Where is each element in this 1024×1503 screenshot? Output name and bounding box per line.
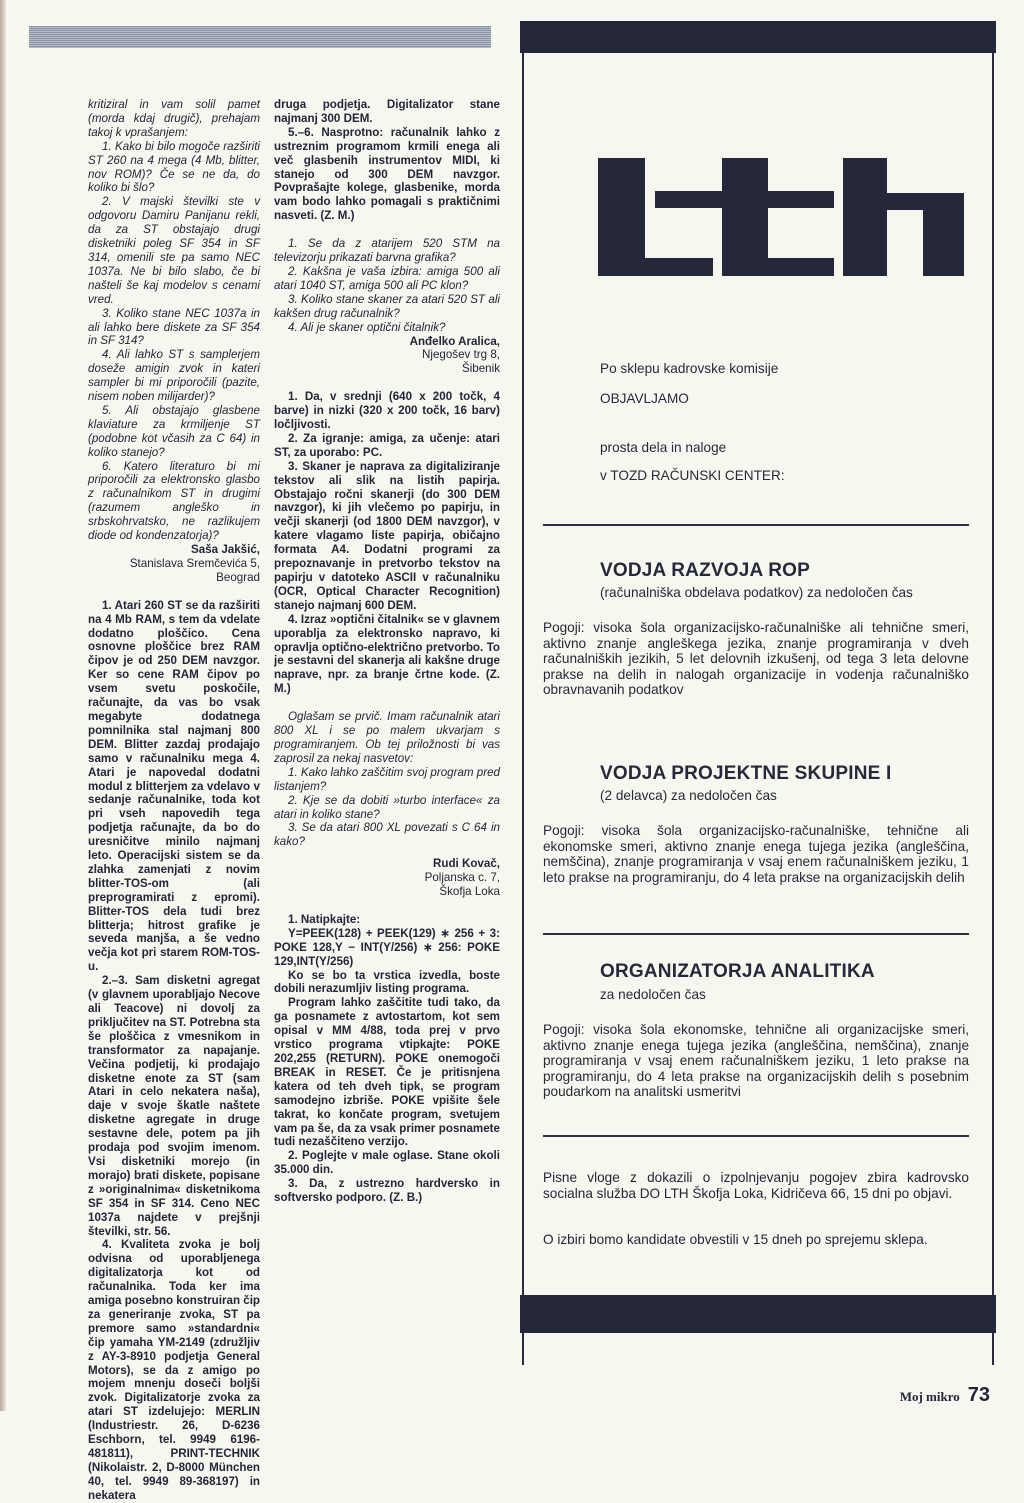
letter3-question: 2. Kje se da dobiti »turbo interface« za atari in koliko stane? [274,793,500,821]
job-subtitle: za nedoločen čas [600,987,706,1002]
answer1-paragraph: 4. Kvaliteta zvoka je bolj odvisna od uporabljenega digitalizatorja kot od računalnika. Toda ker ima amiga posebno konstruiran čip za generiranje zvoka, ST pa premore samo »standardni« čip yamaha YM-2149 (združljiv z AY-3-8910 podjetja General Motors), se da z amigo po mojem mnenju doseči boljši zvok. Digitalizatorje zvoka za atari ST izdelujejo: MERLIN (Industriestr. 26, D-6236 Eschborn, tel. 9949 6196-481811), PRINT-TECHNIK (Nikolaistr. 2, D-8000 München 40, tel. 9949 89-368197) in nekatera [88,1238,261,1502]
ad-intro-line: OBJAVLJAMO [600,391,689,406]
letter3-question: 1. Kako lahko zaščitim svoj program pred listanjem? [274,765,500,793]
page-edge [0,0,6,1411]
answer3-paragraph: Program lahko zaščitite tudi tako, da ga posnamete z avtostartom, kot sem opisal v MM 4/88, toda prej v prvo vrstico programa vtipkajte: POKE 202,255 (RETURN). POKE onemogoči BREAK in RESET. Če je pritisnjena katera od teh dveh tipk, se program samodejno izbriše. POKE vpišite šele takrat, ko končate program, svetujem vam pa še, da za vsak primer posnamete tudi nezaščiteno verzijo. [274,996,500,1149]
signature-address: Njegošev trg 8, [422,348,500,362]
selection-notice: O izbiri bomo kandidate obvestili v 15 dneh po sprejemu sklepa. [543,1232,928,1247]
divider [543,524,969,526]
ad-intro-line: prosta dela in naloge [600,440,727,455]
answer2-paragraph: 2. Za igranje: amiga, za učenje: atari ST, za uporabo: PC. [274,431,500,459]
divider [543,1135,969,1137]
letter1-question: 2. V majski številki ste v odgovoru Damiru Panijanu rekli, da za ST obstajajo drugi disketniki poleg SF 354 in SF 314, omenili ste pa samo NEC 1037a. Ne bi bilo slabo, če bi našteli še kaj modelov s cenami vred. [88,195,260,306]
letter1-question: 1. Kako bi bilo mogoče razširiti ST 260 na 4 mega (4 Mb, blitter, nov ROM)? Če se ne da, do koliko bi šlo? [88,139,260,195]
signature-name: Saša Jakšić, [191,543,260,556]
middle-column [274,98,500,1205]
answer3-paragraph: 1. Natipkajte: [288,912,361,926]
letter2-question: 1. Se da z atarijem 520 STM na televizorju prikazati barvna grafika? [274,237,500,265]
answer3-paragraph: 3. Da, z ustrezno hardversko in softversko podporo. (Z. B.) [274,1177,500,1205]
signature-city: Škofja Loka [439,885,500,899]
letter1-intro: kritiziral in vam solil pamet (morda kdaj drugič), prehajam takoj k vprašanjem: [88,98,260,139]
page-folio [900,1384,990,1407]
signature-city: Šibenik [461,362,500,376]
answer1-continued: 5.–6. Nasprotno: računalnik lahko z ustreznim programom krmili enega ali več glasbenih instrumentov MIDI, ki stanejo od 300 DEM navzgor. Povprašajte kolege, glasbenike, morda vam bodo lahko pomagali s praktičnimi nasveti. (Z. M.) [274,125,500,223]
signature-name: Rudi Kovač, [433,857,500,871]
job-subtitle: (računalniška obdelava podatkov) za nedoločen čas [600,585,913,600]
answer1-continued: druga podjetja. Digitalizator stane najmanj 300 DEM. [274,98,500,125]
signature-city: Beograd [216,570,260,584]
ad-top-bar [520,21,996,53]
letter3-question: 3. Se da atari 800 XL povezati s C 64 in kako? [274,821,500,849]
ad-bottom-bar [520,1295,996,1333]
job-title: VODJA PROJEKTNE SKUPINE I [600,763,892,784]
letter1-question: 4. Ali lahko ST s samplerjem doseže amigin zvok in kateri sampler bi mi priporočili (pazite, nisem noben milijarder)? [88,348,260,404]
answer1-paragraph: 2.–3. Sam disketni agregat (v glavnem uporabljajo Necove ali Teacove) ni dovolj za priključitev na ST. Potrebna sta še ploščica z vmesnikom in transformator za napajanje. Večina podjetij, ki prodajajo disketne enote za ST (sam Atari in celo nekatera naša), daje v svoje škatle naštete disketne agregate in druge sestavne dele, potem pa jih prodaja pod svojim imenom. Vsi disketniki morejo (in morajo) brati diskete, popisane z »originalnima« disketnikoma SF 354 in SF 314. Ceno NEC 1037a najdete v prejšnji številki, str. 56. [88,974,260,1238]
job-subtitle: (2 delavca) za nedoločen čas [600,788,777,803]
job-conditions: Pogoji: visoka šola organizacijsko-računalniške, tehnične ali ekonomske smeri, aktivno znanje enega tujega jezika (angleščina, nemščina), znanje programiranja v vsaj enem računalniškem jeziku, 1 leto prakse na programiranju, do 4 leta prakse na organizacijskih delih [543,823,969,885]
application-instructions: Pisne vloge z dokazili o izpolnjevanju pogojev zbira kadrovsko socialna služba DO LTH Škofja Loka, Kidričeva 66, 15 dni po objavi. [543,1170,969,1201]
letter1-question: 5. Ali obstajajo glasbene klaviature za krmiljenje ST (podobne kot včasih za C 64) in koliko stanejo? [88,403,260,459]
lth-logo [598,158,964,276]
divider [543,933,969,935]
letter2-question: 2. Kakšna je vaša izbira: amiga 500 ali atari 1040 ST, amiga 500 ali PC klon? [274,264,500,292]
letter3-intro: Oglašam se prvič. Imam računalnik atari 800 XL i se po malem ukvarjam s programiranjem. Ob tej priložnosti bi vas zaprosil za nekaj nasvetov: [274,710,500,765]
letter2-question: 3. Koliko stane skaner za atari 520 ST ali kakšen drug računalnik? [274,292,500,320]
ad-intro-line: v TOZD RAČUNSKI CENTER: [600,468,785,483]
answer2-paragraph: 3. Skaner je naprava za digitaliziranje tekstov ali slik na listih papirja. Obstajajo ročni skanerji (do 300 DEM navzgor), ki jih vlečemo po papirju, in večji skanerji (od 1800 DEM navzgor), v katere vlagamo liste papirja, običajno formata A4. Dodatni programi za prepoznavanje in pretvorbo tekstov na papirju v datoteko ASCII v računalniku (OCR, Optical Character Recognition) stanejo najmanj 600 DEM. [274,459,500,612]
magazine-name: Moj mikro [899,1389,960,1404]
ad-intro-line: Po sklepu kadrovske komisije [600,361,779,376]
answer1-paragraph: 1. Atari 260 ST se da razširiti na 4 Mb RAM, s tem da vdelate dodatno ploščico. Cena osnovne ploščice brez RAM čipov je od 250 DEM navzgor. Ker so cene RAM čipov po vsem svetu poskočile, računajte, da vas bo vsak megabyte dodatnega pomnilnika stal najmanj 800 DEM. Blitter zazdaj prodajajo samo v računalniku mega 4. Atari je napovedal dodatni modul z blitterjem za vdelavo v sedanje računalnike, toda kot pri vseh napovedih tega podjetja računajte, da bo do uresničitve minilo najmanj leto. Operacijski sistem se da zlahka zamenjati z novim blitter-TOS-om (ali preprogramirati z epromi). Blitter-TOS dela tudi brez blitterja; hitrost grafike je seveda manjša, a še vedno večja kot pri starem ROM-TOS-u. [88,598,260,974]
job-title: VODJA RAZVOJA ROP [600,560,810,581]
answer3-paragraph: Ko se bo ta vrstica izvedla, boste dobili nerazumljiv listing programa. [274,968,500,996]
header-decorative-stripe [29,26,491,48]
job-title: ORGANIZATORJA ANALITIKA [600,961,875,982]
letter1-signature [88,543,260,585]
job-conditions: Pogoji: visoka šola organizacijsko-računalniške ali tehnične smeri, aktivno znanje angleškega jezika, znanje programiranja v dveh računalniških jezikih, 5 let delovnih izkušenj, od tega 3 leta delovne prakse na delih in nalogah organizacije in vodenja računalniško obravnavanih podatkov [543,620,969,698]
signature-address: Poljanska c. 7, [424,871,500,885]
left-column [88,98,260,1503]
job-conditions: Pogoji: visoka šola ekonomske, tehnične ali organizacijske smeri, aktivno znanje enega tujega jezika (angleščina, nemščina), znanje programiranja v vsaj enem računalniškem jeziku, 1 leto prakse na programiranju, do 4 leta prakse na organizacijskih delih s posebnim poudarkom na analitski usmeritvi [543,1022,969,1100]
answer3-paragraph: 2. Poglejte v male oglase. Stane okoli 35.000 din. [274,1149,500,1177]
answer2-paragraph: 1. Da, v srednji (640 x 200 točk, 4 barve) in nizki (320 x 200 točk, 16 barv) ločljivosti. [274,390,500,432]
answer2-paragraph: 4. Izraz »optični čitalnik« se v glavnem uporablja za elektronsko napravo, ki opravlja optično-električno pretvorbo. To je sestavni del skanerja ali kakšne druge naprave, npr. za branje črtne kode. (Z. M.) [274,612,500,696]
letter3-signature [274,857,500,899]
letter1-question: 3. Koliko stane NEC 1037a in ali lahko bere diskete za SF 354 in SF 314? [88,306,260,348]
answer3-code: Y=PEEK(128) + PEEK(129) ∗ 256 + 3: POKE 128,Y − INT(Y/256) ∗ 256: POKE 129,INT(Y/256) [274,926,500,968]
signature-address: Stanislava Sremčevića 5, [129,556,260,570]
letter2-signature [274,335,500,377]
signature-name: Anđelko Aralica, [409,334,500,348]
letter2-question: 4. Ali je skaner optični čitalnik? [288,320,446,334]
page-number: 73 [967,1384,990,1406]
letter1-question: 6. Katero literaturo bi mi priporočili za elektronsko glasbo z računalnikom ST in drugimi (razumem angleško in srbskohrvatsko, ne razlikujem diode od kondenzatorja)? [88,459,260,543]
